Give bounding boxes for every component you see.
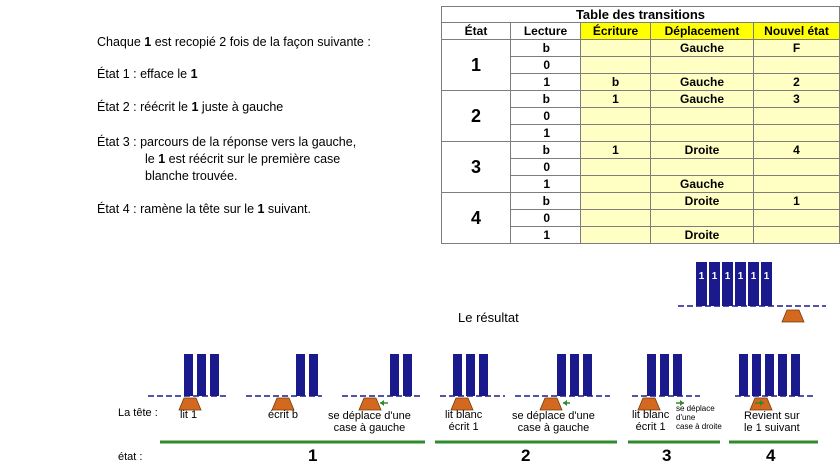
- tape-cell: [673, 354, 682, 396]
- cell-deplacement: Droite: [651, 227, 754, 244]
- table-title: Table des transitions: [442, 7, 840, 23]
- caption-ecrit-b: écrit b: [268, 409, 298, 421]
- state-number-4: 4: [766, 446, 776, 465]
- cell-lecture: 0: [511, 210, 581, 227]
- cell-ecriture: [581, 159, 651, 176]
- cell-deplacement: Droite: [651, 142, 754, 159]
- header-ecriture: Écriture: [581, 23, 651, 40]
- result-cell: [761, 262, 772, 306]
- tape-cell: [570, 354, 579, 396]
- cell-nouvel-etat: [754, 227, 840, 244]
- cell-deplacement: [651, 57, 754, 74]
- cell-lecture: 1: [511, 125, 581, 142]
- cell-lecture: 0: [511, 57, 581, 74]
- cell-etat: 3: [442, 142, 511, 193]
- caption-lit-1: lit 1: [180, 409, 198, 421]
- state-3-description: État 3 : parcours de la réponse vers la gauche, le 1 est réécrit sur le première case blanche trouvée.: [97, 135, 357, 183]
- state-row-label: état :: [118, 451, 143, 463]
- table-row: [442, 142, 840, 159]
- caption-revient: Revient sur le 1 suivant: [744, 410, 800, 434]
- result-cell-value: 1: [711, 271, 718, 282]
- result-cell: [709, 262, 720, 306]
- cell-ecriture: [581, 108, 651, 125]
- caption-lit-blanc-1: lit blanc écrit 1: [445, 409, 483, 433]
- caption-move-right: se déplace d'une case à droite: [676, 404, 722, 431]
- result-cell-value: 1: [763, 271, 770, 282]
- tape-cell: [210, 354, 219, 396]
- state-2-description: État 2 : réécrit le 1 juste à gauche: [97, 100, 284, 114]
- cell-lecture: b: [511, 193, 581, 210]
- result-cell-value: 1: [698, 271, 705, 282]
- tape-cell: [403, 354, 412, 396]
- caption-lit-blanc-2: lit blanc écrit 1: [632, 409, 670, 433]
- table-row: [442, 40, 840, 57]
- cell-etat: 2: [442, 91, 511, 142]
- cell-nouvel-etat: 2: [754, 74, 840, 91]
- cell-ecriture: [581, 40, 651, 57]
- tape-cell: [390, 354, 399, 396]
- result-cell: [696, 262, 707, 306]
- state-number-3: 3: [662, 446, 672, 465]
- tape-cell: [791, 354, 800, 396]
- table-row: [442, 193, 840, 210]
- cell-etat: 1: [442, 40, 511, 91]
- tape-cell: [739, 354, 748, 396]
- cell-nouvel-etat: 3: [754, 91, 840, 108]
- transition-table: [441, 6, 840, 244]
- result-cell-value: 1: [737, 271, 744, 282]
- cell-lecture: 1: [511, 227, 581, 244]
- cell-lecture: 0: [511, 108, 581, 125]
- cell-deplacement: Droite: [651, 193, 754, 210]
- result-cell: [748, 262, 759, 306]
- result-cell-value: 1: [724, 271, 731, 282]
- cell-nouvel-etat: [754, 210, 840, 227]
- cell-nouvel-etat: [754, 125, 840, 142]
- arrow-head-icon: [380, 400, 384, 406]
- header-etat: État: [442, 23, 511, 40]
- tape-cell: [466, 354, 475, 396]
- cell-nouvel-etat: [754, 159, 840, 176]
- header-lecture: Lecture: [511, 23, 581, 40]
- cell-lecture: 0: [511, 159, 581, 176]
- cell-deplacement: [651, 159, 754, 176]
- tape-head-icon: [782, 310, 804, 322]
- cell-deplacement: [651, 125, 754, 142]
- tape-cell: [197, 354, 206, 396]
- cell-lecture: 1: [511, 176, 581, 193]
- cell-nouvel-etat: [754, 176, 840, 193]
- header-deplacement: Déplacement: [651, 23, 754, 40]
- tape-cell: [765, 354, 774, 396]
- cell-ecriture: [581, 57, 651, 74]
- tape-cell: [583, 354, 592, 396]
- result-label: Le résultat: [458, 310, 519, 325]
- cell-ecriture: [581, 176, 651, 193]
- caption-move-left-2: se déplace d'une case à gauche: [512, 410, 595, 434]
- tape-cell: [479, 354, 488, 396]
- cell-ecriture: [581, 210, 651, 227]
- tape-cell: [647, 354, 656, 396]
- tape-cell: [296, 354, 305, 396]
- tape-head-icon: [540, 398, 562, 410]
- cell-deplacement: [651, 210, 754, 227]
- state-1-description: État 1 : efface le 1: [97, 67, 198, 81]
- cell-lecture: 1: [511, 74, 581, 91]
- tape-cell: [453, 354, 462, 396]
- cell-etat: 4: [442, 193, 511, 244]
- cell-ecriture: 1: [581, 142, 651, 159]
- cell-ecriture: b: [581, 74, 651, 91]
- arrow-head-icon: [563, 400, 567, 406]
- state-4-description: État 4 : ramène la tête sur le 1 suivant.: [97, 202, 312, 216]
- cell-nouvel-etat: 1: [754, 193, 840, 210]
- cell-nouvel-etat: [754, 108, 840, 125]
- state-number-1: 1: [308, 446, 318, 465]
- result-cell: [722, 262, 733, 306]
- result-tape: [676, 258, 836, 338]
- table-row: [442, 91, 840, 108]
- header-nouvel-etat: Nouvel état: [754, 23, 840, 40]
- cell-deplacement: Gauche: [651, 91, 754, 108]
- tape-cell: [184, 354, 193, 396]
- cell-nouvel-etat: 4: [754, 142, 840, 159]
- tape-cell: [309, 354, 318, 396]
- result-cell-value: 1: [750, 271, 757, 282]
- tape-cell: [660, 354, 669, 396]
- cell-deplacement: Gauche: [651, 176, 754, 193]
- tape-head-icon: [359, 398, 381, 410]
- cell-nouvel-etat: [754, 57, 840, 74]
- cell-ecriture: 1: [581, 91, 651, 108]
- caption-move-left-1: se déplace d'une case à gauche: [328, 410, 411, 434]
- tape-cell: [752, 354, 761, 396]
- state-number-2: 2: [521, 446, 531, 465]
- head-row-label: La tête :: [118, 407, 158, 419]
- result-cell: [735, 262, 746, 306]
- cell-lecture: b: [511, 40, 581, 57]
- cell-lecture: b: [511, 142, 581, 159]
- cell-lecture: b: [511, 91, 581, 108]
- cell-deplacement: Gauche: [651, 40, 754, 57]
- cell-deplacement: [651, 108, 754, 125]
- tape-cell: [778, 354, 787, 396]
- cell-ecriture: [581, 125, 651, 142]
- tape-cell: [557, 354, 566, 396]
- cell-deplacement: Gauche: [651, 74, 754, 91]
- intro-text: Chaque 1 est recopié 2 fois de la façon suivante :: [97, 35, 371, 49]
- cell-ecriture: [581, 193, 651, 210]
- cell-nouvel-etat: F: [754, 40, 840, 57]
- cell-ecriture: [581, 227, 651, 244]
